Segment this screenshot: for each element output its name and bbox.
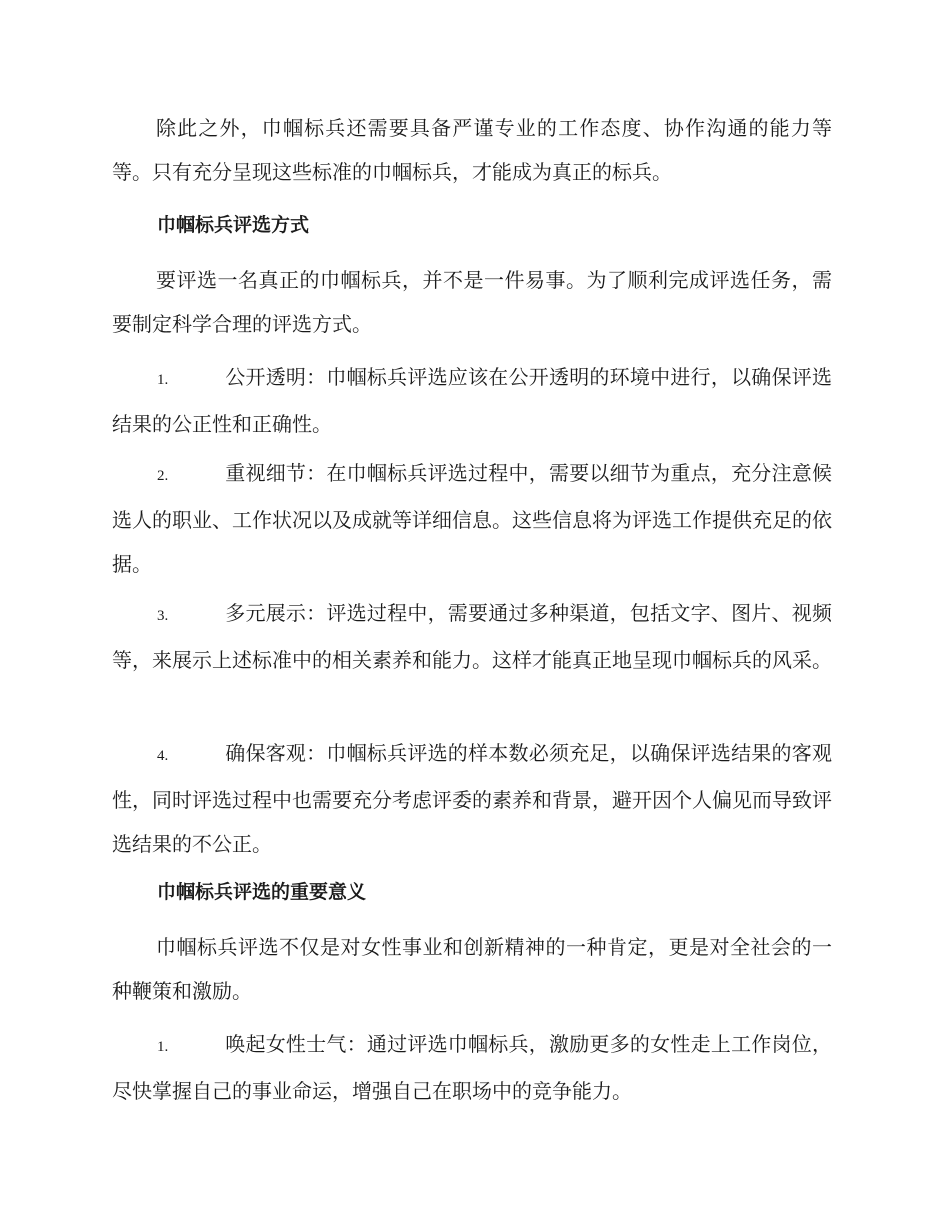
list-item-method-2	[112, 451, 832, 586]
paragraph-significance-intro: 巾帼标兵评选不仅是对女性事业和创新精神的一种肯定，更是对全社会的一种鞭策和激励。	[112, 935, 832, 1003]
paragraph-selection-intro: 要评选一名真正的巾帼标兵，并不是一件易事。为了顺利完成评选任务，需要制定科学合理的评选方式。	[112, 268, 832, 336]
list-number: 1.	[157, 1039, 169, 1055]
list-number: 4.	[157, 748, 169, 764]
list-number: 3.	[157, 608, 169, 624]
paragraph-intro: 除此之外，巾帼标兵还需要具备严谨专业的工作态度、协作沟通的能力等等。只有充分呈现这些标准的巾帼标兵，才能成为真正的标兵。	[112, 116, 832, 184]
list-item-method-1	[112, 355, 832, 446]
list-number: 1.	[157, 372, 169, 388]
list-item-method-3	[112, 591, 832, 682]
list-item-text: 唤起女性士气：通过评选巾帼标兵，激励更多的女性走上工作岗位，尽快掌握自己的事业命运，增强自己在职场中的竞争能力。	[112, 1032, 832, 1103]
list-item-text: 重视细节：在巾帼标兵评选过程中，需要以细节为重点，充分注意候选人的职业、工作状况以及成就等详细信息。这些信息将为评选工作提供充足的依据。	[112, 461, 832, 576]
list-item-significance-1	[112, 1022, 832, 1113]
list-item-text: 确保客观：巾帼标兵评选的样本数必须充足，以确保评选结果的客观性，同时评选过程中也需要充分考虑评委的素养和背景，避开因个人偏见而导致评选结果的不公正。	[112, 741, 832, 856]
list-item-text: 公开透明：巾帼标兵评选应该在公开透明的环境中进行，以确保评选结果的公正性和正确性。	[112, 365, 832, 436]
list-number: 2.	[157, 468, 169, 484]
list-item-text: 多元展示：评选过程中，需要通过多种渠道，包括文字、图片、视频等，来展示上述标准中的相关素养和能力。这样才能真正地呈现巾帼标兵的风采。	[112, 601, 832, 672]
list-item-method-4	[112, 731, 832, 866]
heading-significance: 巾帼标兵评选的重要意义	[157, 881, 367, 903]
heading-selection-method: 巾帼标兵评选方式	[157, 214, 310, 236]
